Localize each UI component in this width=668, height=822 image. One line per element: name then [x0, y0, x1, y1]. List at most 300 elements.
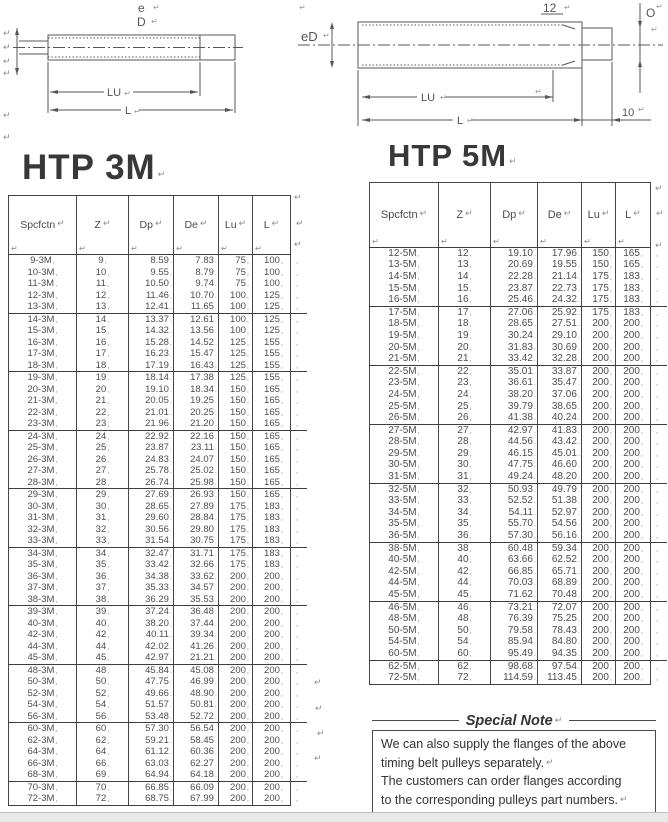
separator-mark: ,: [609, 413, 612, 423]
de-cell: 29.80.: [174, 524, 219, 536]
de-cell: 12.61.: [174, 313, 219, 325]
separator-mark: ,: [656, 590, 659, 600]
separator-mark: ,: [55, 314, 58, 324]
dp-cell: 71.62.: [491, 589, 538, 601]
separator-mark: ,: [656, 260, 659, 270]
return-mark: ↵: [619, 794, 628, 804]
separator-mark: ,: [656, 472, 659, 482]
margin-cell: [651, 437, 667, 449]
separator-mark: ,: [417, 507, 420, 517]
spec-cell: 36-3M,: [9, 571, 77, 583]
separator-mark: ,: [640, 673, 643, 683]
title-rule-right: [569, 720, 656, 721]
separator-mark: ,: [640, 354, 643, 364]
lu-cell: 200,: [582, 519, 616, 531]
separator-mark: ,: [280, 256, 283, 265]
separator-mark: .: [577, 378, 580, 388]
de-cell: 35.53.: [174, 594, 219, 606]
separator-mark: .: [169, 735, 172, 745]
margin-cell: [291, 290, 307, 302]
z-cell: 27,: [439, 424, 491, 436]
separator-mark: ,: [280, 431, 283, 441]
table-row: [370, 554, 667, 566]
separator-mark: .: [577, 590, 580, 600]
separator-mark: .: [169, 607, 172, 616]
z-cell: 33,: [439, 495, 491, 507]
separator-mark: .: [214, 466, 217, 475]
lu-cell: 200,: [582, 566, 616, 578]
l-cell: 200,: [253, 571, 291, 583]
separator-mark: ,: [469, 401, 472, 411]
table-row: [9, 547, 307, 559]
z-cell: 48,: [77, 664, 129, 676]
separator-mark: ,: [640, 555, 643, 565]
separator-mark: .: [169, 594, 172, 604]
de-cell: 51.38.: [538, 495, 582, 507]
z-cell: 32,: [439, 483, 491, 495]
separator-mark: ,: [107, 618, 110, 628]
separator-mark: ,: [296, 665, 299, 675]
l-cell: 200,: [616, 566, 651, 578]
separator-mark: ,: [417, 248, 420, 258]
l-cell: 200,: [616, 637, 651, 649]
de-cell: 39.34.: [174, 629, 219, 641]
separator-mark: .: [533, 378, 536, 388]
margin-cell: [291, 512, 307, 524]
separator-mark: ,: [609, 437, 612, 447]
separator-mark: ,: [640, 484, 643, 494]
separator-mark: ,: [246, 548, 249, 558]
separator-mark: .: [533, 342, 536, 352]
lu-cell: 200,: [582, 319, 616, 331]
separator-mark: ,: [609, 389, 612, 399]
separator-mark: ,: [656, 437, 659, 447]
spec-cell: 33-3M,: [9, 535, 77, 547]
separator-mark: .: [533, 401, 536, 411]
de-cell: 38.65.: [538, 401, 582, 413]
separator-mark: .: [214, 454, 217, 464]
separator-mark: ,: [609, 637, 612, 647]
z-cell: 19,: [77, 372, 129, 384]
l-cell: 165,: [616, 248, 651, 260]
separator-mark: ,: [609, 614, 612, 624]
separator-mark: .: [214, 770, 217, 779]
table-row: [9, 442, 307, 454]
margin-cell: [291, 746, 307, 758]
z-cell: 15,: [439, 283, 491, 295]
separator-mark: ,: [280, 443, 283, 452]
separator-mark: .: [169, 431, 172, 441]
separator-mark: .: [577, 614, 580, 624]
separator-mark: ,: [656, 496, 659, 506]
spec-cell: 44-5M,: [370, 578, 439, 590]
separator-mark: ,: [107, 594, 110, 604]
separator-mark: .: [533, 460, 536, 470]
table-row: [370, 353, 667, 365]
margin-cell: [291, 582, 307, 594]
separator-mark: .: [169, 513, 172, 522]
dp-cell: 64.94.: [129, 769, 174, 781]
separator-mark: ,: [246, 349, 249, 358]
dp-cell: 66.85.: [491, 566, 538, 578]
lu-cell: 100,: [219, 313, 253, 325]
separator-mark: .: [577, 260, 580, 270]
lu-cell: 125,: [219, 348, 253, 360]
table-row: [370, 483, 667, 495]
note-line: We can also supply the flanges of the above: [381, 737, 627, 751]
return-mark: ↵: [124, 89, 131, 98]
separator-mark: ,: [280, 770, 283, 779]
margin-cell: [651, 672, 667, 684]
separator-mark: ,: [107, 607, 110, 616]
separator-mark: ,: [107, 490, 110, 499]
table-row: [370, 319, 667, 331]
separator-mark: ,: [107, 314, 110, 324]
spec-cell: 28-3M,: [9, 477, 77, 489]
spec-cell: 60-3M,: [9, 723, 77, 735]
margin-cell: [651, 260, 667, 272]
return-mark: ↵: [465, 208, 473, 218]
z-cell: 29,: [439, 448, 491, 460]
dim-label-l: L: [457, 115, 464, 127]
separator-mark: ,: [640, 590, 643, 600]
separator-mark: ,: [469, 673, 472, 683]
l-cell: 183,: [253, 547, 291, 559]
z-cell: 35,: [439, 519, 491, 531]
separator-mark: ,: [609, 543, 612, 553]
separator-mark: ,: [246, 536, 249, 545]
l-cell: 165,: [253, 442, 291, 454]
lu-cell: 200,: [219, 664, 253, 676]
separator-mark: ,: [417, 625, 420, 635]
separator-mark: ,: [296, 279, 299, 288]
spec-cell: 12-5M,: [370, 248, 439, 260]
separator-mark: ,: [55, 267, 58, 277]
return-mark: ↵: [518, 208, 526, 218]
de-cell: 17.96.: [538, 248, 582, 260]
separator-mark: ,: [640, 283, 643, 293]
margin-cell: [291, 372, 307, 384]
separator-mark: ,: [296, 360, 299, 370]
l-cell: 200,: [616, 483, 651, 495]
separator-mark: ,: [107, 735, 110, 745]
separator-mark: ,: [246, 302, 249, 311]
separator-mark: ,: [656, 342, 659, 352]
l-cell: 165,: [253, 418, 291, 430]
z-cell: 38,: [77, 594, 129, 606]
separator-mark: ,: [246, 770, 249, 779]
separator-mark: .: [577, 283, 580, 293]
separator-mark: ,: [246, 490, 249, 499]
lu-cell: 75,: [219, 278, 253, 290]
lu-cell: 200,: [219, 652, 253, 664]
separator-mark: ,: [107, 688, 110, 698]
separator-mark: .: [577, 319, 580, 329]
de-cell: 28.84.: [174, 512, 219, 524]
lu-cell: 175,: [219, 501, 253, 513]
separator-mark: ,: [609, 507, 612, 517]
separator-mark: ,: [246, 431, 249, 441]
spec-cell: 12-3M,: [9, 290, 77, 302]
separator-mark: ,: [280, 337, 283, 347]
de-cell: 16.43.: [174, 360, 219, 372]
lu-cell: 175,: [219, 535, 253, 547]
z-cell: 46,: [439, 601, 491, 613]
separator-mark: .: [214, 536, 217, 545]
dp-cell: 49.24.: [491, 471, 538, 483]
separator-mark: ,: [107, 571, 110, 581]
dp-cell: 28.65.: [129, 501, 174, 513]
separator-mark: ,: [280, 501, 283, 511]
separator-mark: ,: [417, 295, 420, 305]
separator-mark: ,: [640, 437, 643, 447]
z-cell: 54,: [77, 699, 129, 711]
margin-cell: [291, 699, 307, 711]
separator-mark: ,: [656, 531, 659, 541]
de-cell: 32.66.: [174, 559, 219, 571]
separator-mark: ,: [296, 490, 299, 499]
separator-mark: ,: [609, 578, 612, 588]
separator-mark: ,: [640, 342, 643, 352]
separator-mark: ,: [280, 536, 283, 545]
table-row: [9, 301, 307, 313]
table-row: [9, 395, 307, 407]
pulley-drawing-side-view: [0, 0, 292, 135]
dim-label-12: 12: [543, 1, 557, 15]
separator-mark: ,: [640, 425, 643, 435]
separator-mark: ,: [246, 641, 249, 651]
separator-mark: .: [169, 501, 172, 511]
dp-cell: 37.24.: [129, 606, 174, 618]
separator-mark: ,: [469, 378, 472, 388]
column-header-z: Z ↵ ↵: [439, 183, 491, 248]
lu-cell: 200,: [219, 582, 253, 594]
return-mark: ↵: [199, 218, 208, 229]
separator-mark: ,: [469, 578, 472, 588]
z-cell: 45,: [77, 652, 129, 664]
separator-mark: ,: [640, 531, 643, 541]
separator-mark: ,: [280, 349, 283, 358]
separator-mark: ,: [107, 665, 110, 675]
lu-cell: 175,: [582, 294, 616, 306]
separator-mark: ,: [246, 477, 249, 487]
dp-cell: 60.48.: [491, 542, 538, 554]
dp-cell: 51.57.: [129, 699, 174, 711]
separator-mark: ,: [640, 614, 643, 624]
separator-mark: ,: [656, 366, 659, 376]
separator-mark: ,: [107, 524, 110, 534]
return-mark: ↵: [102, 218, 111, 229]
dp-cell: 13.37.: [129, 313, 174, 325]
separator-mark: ,: [296, 326, 299, 335]
spec-cell: 62-5M,: [370, 660, 439, 672]
separator-mark: ,: [417, 342, 420, 352]
separator-mark: ,: [246, 337, 249, 347]
margin-cell: [651, 530, 667, 542]
separator-mark: ,: [469, 319, 472, 329]
spec-cell: 26-5M,: [370, 412, 439, 424]
separator-mark: ,: [55, 677, 58, 686]
separator-mark: .: [533, 637, 536, 647]
l-cell: 200,: [616, 660, 651, 672]
dp-cell: 55.70.: [491, 519, 538, 531]
separator-mark: ,: [55, 735, 58, 745]
separator-mark: ,: [55, 477, 58, 487]
separator-mark: ,: [417, 260, 420, 270]
table-row: [9, 559, 307, 571]
de-cell: 22.73.: [538, 283, 582, 295]
spec-cell: 54-3M,: [9, 699, 77, 711]
separator-mark: .: [577, 543, 580, 553]
z-cell: 45,: [439, 589, 491, 601]
l-cell: 200,: [616, 471, 651, 483]
separator-mark: .: [169, 653, 172, 662]
dp-cell: 25.46.: [491, 294, 538, 306]
separator-mark: ,: [280, 548, 283, 558]
separator-mark: ,: [296, 770, 299, 779]
separator-mark: ,: [640, 271, 643, 281]
z-cell: 31,: [439, 471, 491, 483]
spec-cell: 18-5M,: [370, 319, 439, 331]
separator-mark: .: [169, 665, 172, 675]
separator-mark: .: [169, 700, 172, 709]
spec-cell: 10-3M,: [9, 267, 77, 279]
separator-mark: .: [214, 711, 217, 721]
separator-mark: ,: [417, 673, 420, 683]
dp-cell: 57.30.: [129, 723, 174, 735]
margin-cell: [291, 442, 307, 454]
z-cell: 17,: [439, 306, 491, 318]
separator-mark: ,: [55, 396, 58, 405]
separator-mark: ,: [656, 625, 659, 635]
l-cell: 200,: [616, 424, 651, 436]
separator-mark: .: [214, 618, 217, 628]
separator-mark: ,: [296, 443, 299, 452]
separator-mark: ,: [417, 448, 420, 458]
de-cell: 23.11.: [174, 442, 219, 454]
z-cell: 44,: [77, 641, 129, 653]
lu-cell: 100,: [219, 325, 253, 337]
separator-mark: ,: [417, 590, 420, 600]
dp-cell: 66.85.: [129, 781, 174, 793]
lu-cell: 200,: [582, 401, 616, 413]
separator-mark: ,: [417, 354, 420, 364]
table-row: [9, 711, 307, 723]
de-cell: 66.09.: [174, 781, 219, 793]
separator-mark: ,: [55, 607, 58, 616]
separator-mark: .: [533, 661, 536, 671]
lu-cell: 175,: [219, 524, 253, 536]
margin-cell: [291, 723, 307, 735]
separator-mark: ,: [609, 472, 612, 482]
separator-mark: ,: [296, 711, 299, 721]
table-row: [370, 660, 667, 672]
lu-cell: 200,: [582, 542, 616, 554]
dp-cell: 63.03.: [129, 758, 174, 770]
dp-cell: 40.11.: [129, 629, 174, 641]
separator-mark: ,: [640, 295, 643, 305]
separator-mark: ,: [280, 641, 283, 651]
return-mark: ↵: [176, 244, 183, 253]
margin-cell: [291, 711, 307, 723]
separator-mark: ,: [469, 283, 472, 293]
lu-cell: 200,: [582, 507, 616, 519]
dim-label-d: D: [137, 15, 146, 29]
spec-cell: 54-5M,: [370, 637, 439, 649]
spec-cell: 30-5M,: [370, 460, 439, 472]
l-cell: 165,: [253, 489, 291, 501]
spec-cell: 64-3M,: [9, 746, 77, 758]
separator-mark: .: [533, 555, 536, 565]
dp-cell: 46.15.: [491, 448, 538, 460]
separator-mark: ,: [246, 407, 249, 417]
dp-cell: 76.39.: [491, 613, 538, 625]
spec-cell: 21-5M,: [370, 353, 439, 365]
l-cell: 183,: [253, 535, 291, 547]
z-cell: 37,: [77, 582, 129, 594]
l-cell: 100,: [253, 255, 291, 267]
de-cell: 41.83.: [538, 424, 582, 436]
special-note-title-row: [372, 711, 656, 730]
table-row: [370, 519, 667, 531]
htp-3m-spec-table: [8, 192, 307, 806]
separator-mark: ,: [107, 373, 110, 382]
de-cell: 27.51.: [538, 319, 582, 331]
dp-cell: 30.56.: [129, 524, 174, 536]
dim-label-e: e: [138, 1, 145, 15]
table-row: [9, 582, 307, 594]
return-mark: ↵: [493, 237, 500, 246]
l-cell: 200,: [616, 554, 651, 566]
table-row: [9, 535, 307, 547]
z-cell: 15,: [77, 325, 129, 337]
separator-mark: ,: [656, 271, 659, 281]
separator-mark: .: [169, 548, 172, 558]
separator-mark: ,: [609, 460, 612, 470]
separator-mark: ,: [417, 460, 420, 470]
z-cell: 34,: [77, 547, 129, 559]
separator-mark: ,: [280, 677, 283, 686]
margin-cell: [291, 559, 307, 571]
de-cell: 13.56.: [174, 325, 219, 337]
separator-mark: ,: [640, 448, 643, 458]
lu-cell: 200,: [582, 648, 616, 660]
de-cell: 11.65.: [174, 301, 219, 313]
z-cell: 28,: [439, 437, 491, 449]
separator-mark: ,: [296, 618, 299, 628]
separator-mark: ,: [107, 653, 110, 662]
spec-cell: 9-3M,: [9, 255, 77, 267]
spec-cell: 25-5M,: [370, 401, 439, 413]
separator-mark: .: [214, 724, 217, 733]
separator-mark: ,: [55, 700, 58, 709]
l-cell: 200,: [616, 519, 651, 531]
separator-mark: .: [214, 431, 217, 441]
separator-mark: .: [577, 354, 580, 364]
spec-cell: 36-5M,: [370, 530, 439, 542]
table-row: [370, 283, 667, 295]
dp-cell: 42.97.: [129, 652, 174, 664]
dp-cell: 61.12.: [129, 746, 174, 758]
margin-cell: [651, 448, 667, 460]
separator-mark: .: [169, 373, 172, 382]
l-cell: 200,: [253, 746, 291, 758]
separator-mark: ,: [656, 283, 659, 293]
separator-mark: ,: [55, 454, 58, 464]
lu-cell: 200,: [219, 723, 253, 735]
separator-mark: .: [169, 267, 172, 277]
margin-cell: [291, 547, 307, 559]
